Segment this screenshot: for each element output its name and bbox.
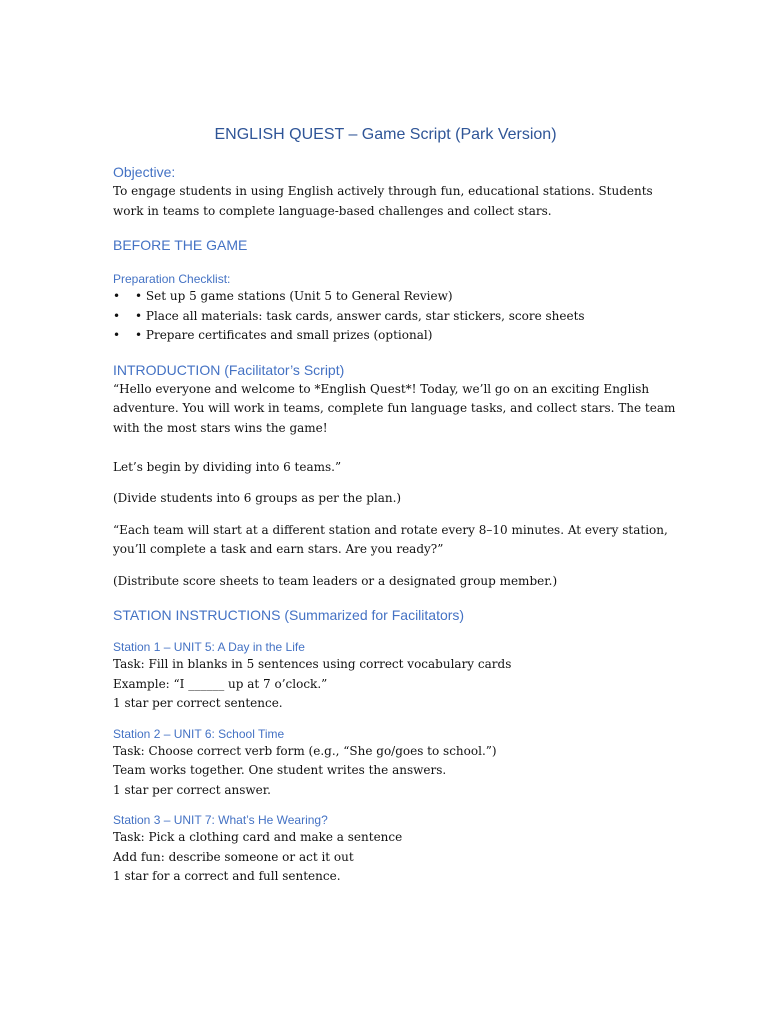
objective-line: work in teams to complete language-based challenges and collect stars. bbox=[113, 203, 552, 218]
objective-paragraph bbox=[113, 182, 658, 221]
checklist-item bbox=[113, 307, 658, 327]
station-line: Task: Pick a clothing card and make a sentence bbox=[113, 830, 403, 844]
checklist-item-text: • Prepare certificates and small prizes (optional) bbox=[135, 328, 433, 342]
station-line: 1 star per correct sentence. bbox=[113, 696, 283, 710]
station-line: Task: Fill in blanks in 5 sentences using correct vocabulary cards bbox=[113, 657, 512, 671]
station-title: Station 1 – UNIT 5: A Day in the Life bbox=[113, 640, 305, 654]
checklist-item bbox=[113, 287, 658, 307]
intro-line: (Distribute score sheets to team leaders or a designated group member.) bbox=[113, 573, 558, 588]
intro-line: “Hello everyone and welcome to *English Quest*! Today, we’ll go on an exciting English bbox=[113, 381, 650, 396]
station-body bbox=[113, 742, 658, 801]
intro-paragraph-3 bbox=[113, 521, 668, 560]
intro-line: with the most stars wins the game! bbox=[113, 420, 328, 435]
introduction-heading: INTRODUCTION (Facilitator’s Script) bbox=[113, 361, 345, 378]
station-section bbox=[113, 726, 658, 801]
station-line: 1 star per correct answer. bbox=[113, 782, 271, 797]
station-body bbox=[113, 828, 658, 887]
station-line: Task: Choose correct verb form (e.g., “She go/goes to school.”) bbox=[113, 743, 497, 758]
intro-paragraph-4 bbox=[113, 572, 658, 592]
document-body bbox=[113, 124, 676, 887]
station-title: Station 2 – UNIT 6: School Time bbox=[113, 726, 285, 741]
station-line: Team works together. One student writes the answers. bbox=[113, 763, 447, 777]
intro-line: (Divide students into 6 groups as per the plan.) bbox=[113, 491, 402, 505]
intro-line: adventure. You will work in teams, complete fun language tasks, and collect stars. The team bbox=[113, 401, 676, 415]
checklist bbox=[113, 287, 658, 346]
intro-paragraph-2 bbox=[113, 489, 658, 509]
bullet-icon: • bbox=[113, 328, 121, 342]
bullet-icon: • bbox=[113, 289, 121, 303]
objective-heading: Objective: bbox=[113, 164, 176, 180]
station-title: Station 3 – UNIT 7: What’s He Wearing? bbox=[113, 813, 328, 827]
bullet-icon: • bbox=[113, 308, 121, 323]
station-section bbox=[113, 639, 658, 714]
station-line: Example: “I ______ up at 7 o’clock.” bbox=[113, 676, 328, 691]
station-line: 1 star for a correct and full sentence. bbox=[113, 869, 341, 883]
before-game-heading: BEFORE THE GAME bbox=[113, 237, 248, 253]
checklist-item-text: • Set up 5 game stations (Unit 5 to General Review) bbox=[135, 289, 453, 303]
station-body bbox=[113, 655, 658, 714]
station-line: Add fun: describe someone or act it out bbox=[113, 849, 354, 864]
objective-line: To engage students in using English actively through fun, educational stations. Students bbox=[113, 184, 653, 198]
intro-line: Let’s begin by dividing into 6 teams.” bbox=[113, 459, 342, 474]
intro-paragraph-1 bbox=[113, 380, 676, 478]
intro-line: you’ll complete a task and earn stars. Are you ready?” bbox=[113, 542, 444, 556]
checklist-item-text: • Place all materials: task cards, answer cards, star stickers, score sheets bbox=[135, 308, 585, 323]
intro-line: “Each team will start at a different station and rotate every 8–10 minutes. At every station, bbox=[113, 522, 668, 537]
checklist-item bbox=[113, 326, 658, 346]
document-title: ENGLISH QUEST – Game Script (Park Version) bbox=[214, 126, 557, 143]
station-section bbox=[113, 812, 658, 887]
stations-heading: STATION INSTRUCTIONS (Summarized for Facilitators) bbox=[113, 607, 465, 623]
checklist-heading: Preparation Checklist: bbox=[113, 272, 231, 286]
